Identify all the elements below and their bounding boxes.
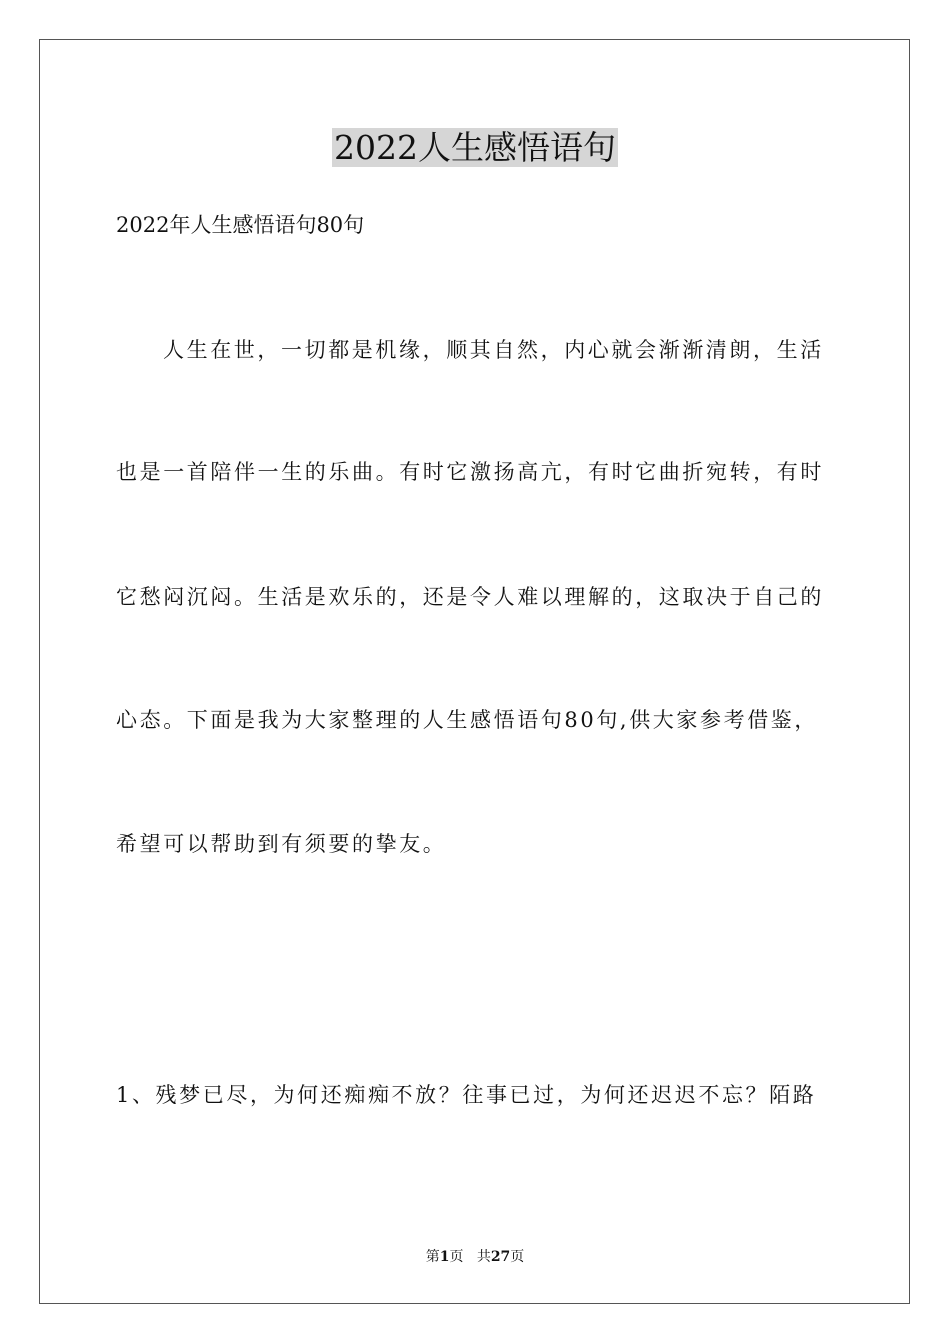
list-item-line: 1、残梦已尽，为何还痴痴不放？往事已过，为何还迟迟不忘？陌路 — [116, 1083, 817, 1107]
paragraph-line: 希望可以帮助到有须要的挚友。 — [116, 832, 447, 856]
footer-page-prefix: 第 — [425, 1249, 440, 1265]
footer-total-prefix: 共 — [476, 1249, 491, 1265]
paragraph-line: 心态。下面是我为大家整理的人生感悟语句80句,供大家参考借鉴， — [116, 708, 818, 732]
footer-page-suffix: 页 — [449, 1249, 464, 1265]
footer-page-number: 1 — [439, 1249, 450, 1265]
page-footer — [0, 1247, 950, 1267]
paragraph-line: 人生在世，一切都是机缘，顺其自然，内心就会渐渐清朗，生活 — [163, 338, 824, 362]
paragraph-line: 也是一首陪伴一生的乐曲。有时它激扬高亢，有时它曲折宛转，有时 — [116, 460, 824, 484]
document-subtitle: 2022年人生感悟语句80句 — [116, 213, 365, 237]
paragraph-line: 它愁闷沉闷。生活是欢乐的，还是令人难以理解的，这取决于自己的 — [116, 585, 824, 609]
footer-total-pages: 27 — [490, 1249, 511, 1265]
footer-total-suffix: 页 — [510, 1249, 525, 1265]
document-title — [0, 126, 950, 170]
document-title-text: 2022人生感悟语句 — [334, 128, 616, 167]
